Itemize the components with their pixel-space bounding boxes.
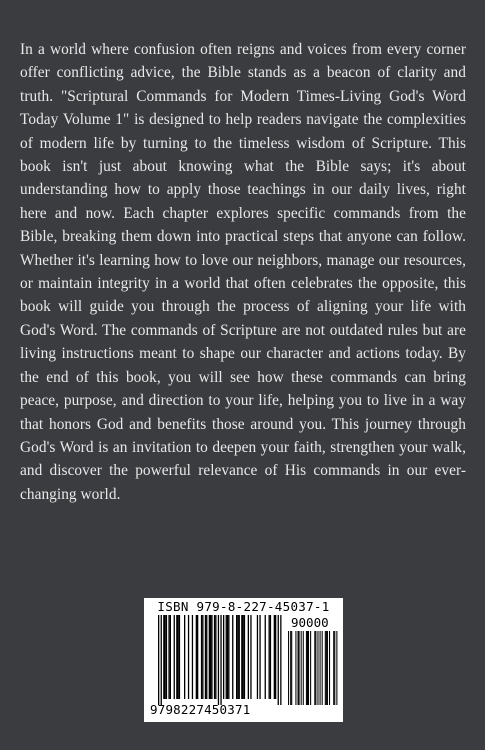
barcode-bar bbox=[178, 615, 179, 699]
barcode-bar bbox=[201, 615, 202, 699]
barcode-bar bbox=[228, 615, 229, 699]
barcode-bar bbox=[179, 615, 180, 699]
barcode-bar bbox=[176, 615, 177, 699]
barcode-bar bbox=[270, 615, 271, 699]
barcode-bar bbox=[257, 615, 258, 699]
barcode-bar bbox=[298, 631, 299, 705]
barcode-bar bbox=[317, 631, 318, 705]
barcode-bar bbox=[299, 631, 300, 705]
barcode-bar bbox=[259, 615, 260, 699]
barcode-bar bbox=[239, 615, 240, 699]
barcode-bar bbox=[280, 615, 281, 705]
barcode-bar bbox=[315, 631, 316, 705]
isbn-label: ISBN 979-8-227-45037-1 bbox=[157, 599, 330, 614]
barcode-bar bbox=[269, 615, 270, 699]
barcode-bar bbox=[278, 615, 279, 705]
barcode-bar bbox=[237, 615, 238, 699]
barcode-bar bbox=[163, 615, 164, 699]
barcode-bar bbox=[226, 615, 227, 699]
barcode-bar bbox=[196, 615, 197, 699]
barcode-bar bbox=[165, 615, 166, 699]
barcode-bar bbox=[290, 631, 291, 705]
barcode-bar bbox=[291, 631, 292, 705]
barcode-bar bbox=[295, 631, 296, 705]
barcode-bar bbox=[336, 631, 337, 705]
barcode-bar bbox=[206, 615, 207, 699]
barcode-bar bbox=[174, 615, 175, 699]
isbn-barcode bbox=[144, 598, 343, 722]
barcode-bar bbox=[265, 615, 266, 699]
barcode-bar bbox=[188, 615, 189, 699]
barcode-bar bbox=[307, 631, 308, 705]
barcode-bar bbox=[325, 631, 326, 705]
barcode-bar bbox=[310, 631, 311, 705]
barcode-bar bbox=[314, 631, 315, 705]
barcode-bar bbox=[209, 615, 210, 699]
barcode-bar bbox=[218, 615, 219, 705]
barcode-bar bbox=[158, 615, 159, 705]
barcode-bar bbox=[329, 631, 330, 705]
barcode-bar bbox=[326, 631, 327, 705]
barcode-bar bbox=[215, 615, 216, 699]
barcode-bar bbox=[303, 631, 304, 705]
barcode-bar bbox=[232, 615, 233, 699]
barcode-bar bbox=[211, 615, 212, 699]
barcode-bar bbox=[205, 615, 206, 699]
blurb-text: In a world where confusion often reigns and voices from every corner offer conflicting advice, the Bible stands as a beacon of clarity and truth. "Scriptural Commands for Modern Times-Living God's Word Today Volume 1" is designed to help readers navigate the complexities of modern life by turning to the timeless wisdom of Scripture. This book isn't just about knowing what the Bible says; it's about understanding how to apply those teachings in our daily lives, right here and now. Each chapter explores specific commands from the Bible, breaking them down into practical steps that anyone can follow. Whether it's learning how to love our neighbors, manage our resources, or maintain integrity in a world that often celebrates the opposite, this book will guide you through the process of aligning your life with God's Word. The commands of Scripture are not outdated rules but are living instructions meant to shape our character and actions today. By the end of this book, you will see how these commands can bring peace, purpose, and direction to your life, helping you to live in a way that honors God and benefits those around you. This journey through God's Word is an invitation to deepen your faith, strengthen your walk, and discover the powerful relevance of His commands in our ever-changing world. bbox=[20, 41, 466, 503]
barcode-bar bbox=[306, 631, 307, 705]
barcode-bar bbox=[161, 615, 162, 705]
barcode-bar bbox=[274, 615, 275, 699]
barcode-bar bbox=[244, 615, 245, 699]
barcode-bar bbox=[197, 615, 198, 699]
price-code: 90000 bbox=[291, 615, 329, 630]
barcode-bar bbox=[168, 615, 169, 699]
barcode-bar bbox=[243, 615, 244, 699]
barcode-bar bbox=[241, 615, 242, 699]
barcode-bar bbox=[192, 615, 193, 699]
barcode-bar bbox=[320, 631, 321, 705]
barcode-bar bbox=[327, 631, 328, 705]
barcode-bar bbox=[308, 631, 309, 705]
barcode-bar bbox=[210, 615, 211, 699]
barcode-bar bbox=[275, 615, 276, 699]
barcode-bar bbox=[288, 631, 289, 705]
barcode-bar bbox=[236, 615, 237, 699]
barcode-bar bbox=[202, 615, 203, 699]
barcode-bar bbox=[322, 631, 323, 705]
barcode-bar bbox=[166, 615, 167, 699]
barcode-bar bbox=[334, 631, 335, 705]
barcode-bar bbox=[170, 615, 171, 699]
barcode-bar bbox=[214, 615, 215, 699]
barcode-bar bbox=[184, 615, 185, 699]
barcode-bar bbox=[227, 615, 228, 699]
barcode-bar bbox=[333, 631, 334, 705]
barcode-bar bbox=[248, 615, 249, 699]
ean-digits: 9798227450371 bbox=[150, 702, 251, 717]
barcode-bar bbox=[250, 615, 251, 699]
barcode-bar bbox=[223, 615, 224, 699]
barcode-bar bbox=[301, 631, 302, 705]
barcode-bar bbox=[220, 615, 221, 705]
